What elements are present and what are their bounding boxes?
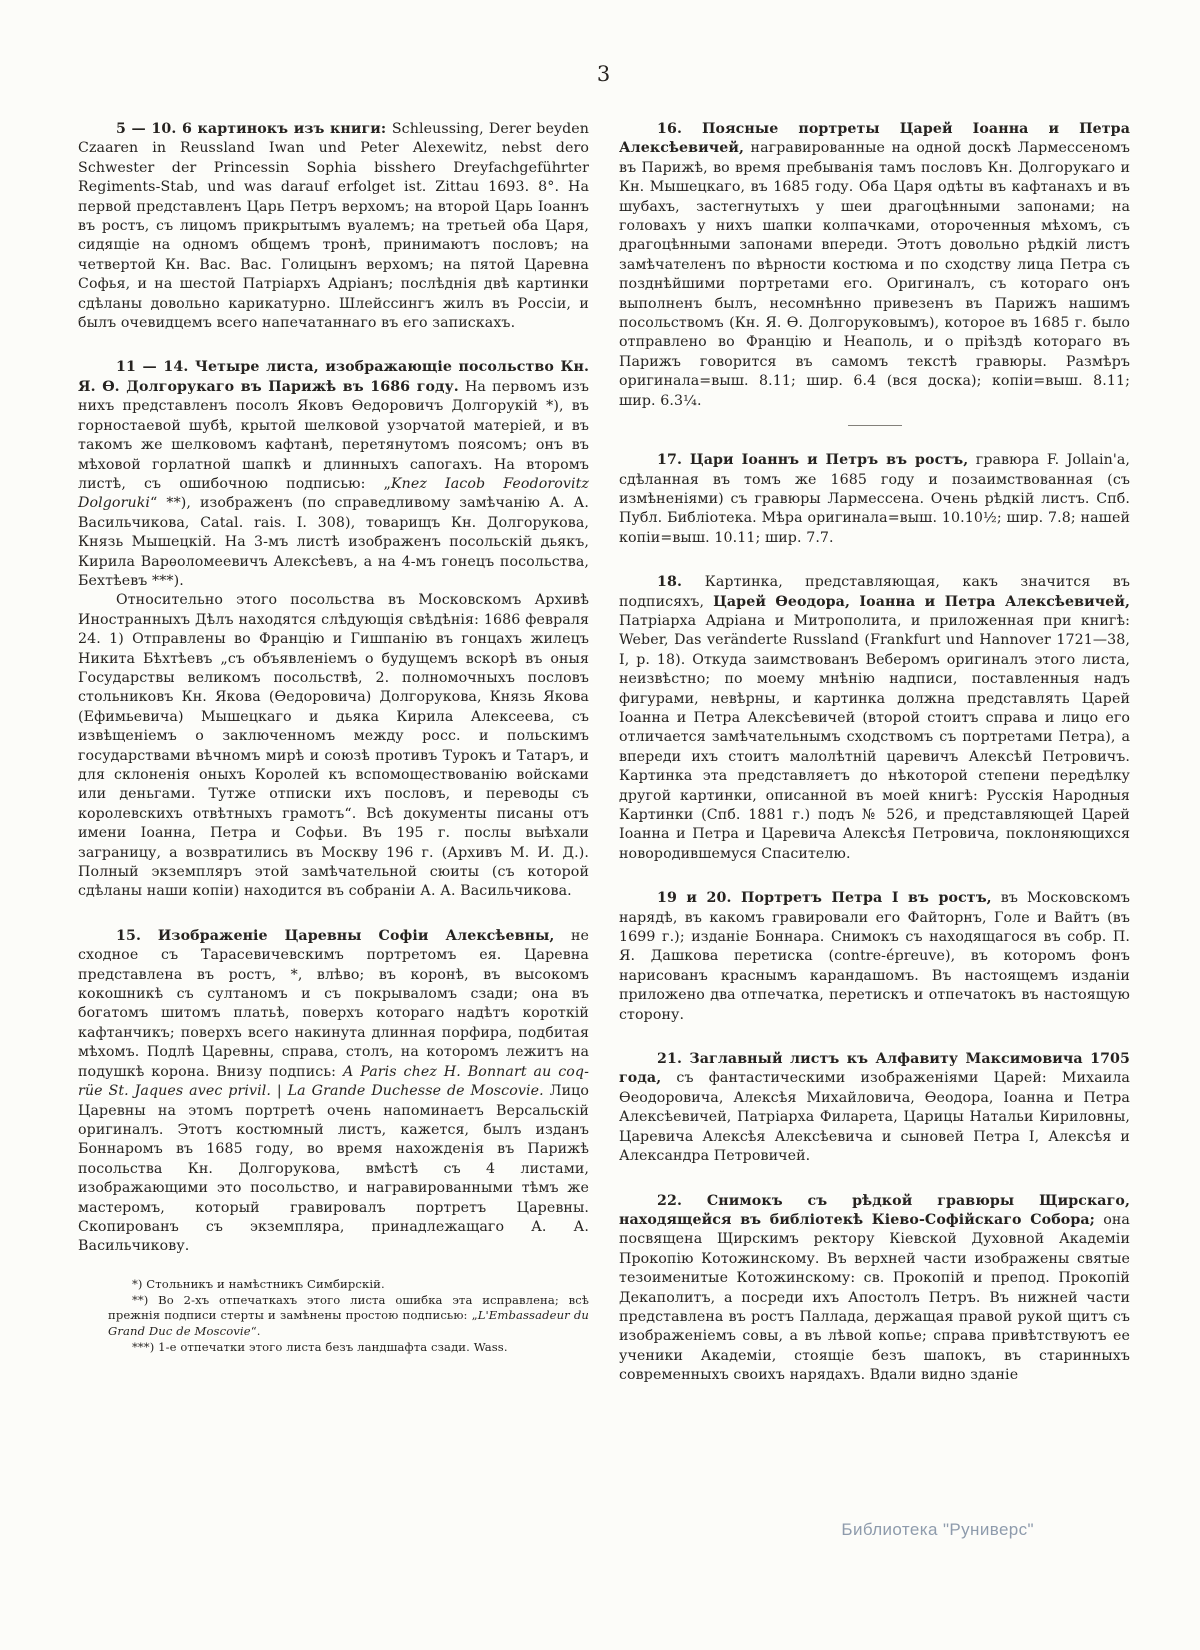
entry-paragraph xyxy=(78,591,589,902)
entry-heading-text: 17. Цари Іоаннъ и Петръ въ ростъ, xyxy=(657,452,969,469)
entry-heading-text: 18. xyxy=(657,574,705,591)
entry-body-text: Лицо Царевны на этомъ портретѣ очень напоминаетъ Версальскій оригиналъ. Этотъ костюмный листъ, кажется, былъ изданъ Боннаромъ въ 1685 году, во время нахожденія въ Парижѣ посольства Кн. Долгорукова, вмѣстѣ съ 4 листами, изображающими это посольство, и награвированными тѣмъ же мастеромъ, который гравировалъ портретъ Царевны. Скопированъ съ экземпляра, принадлежащаго А. А. Васильчикову. xyxy=(78,1083,589,1255)
entry-paragraph xyxy=(619,451,1130,548)
entry-paragraph xyxy=(619,889,1130,1025)
entry-paragraph xyxy=(78,358,589,591)
footnotes-block xyxy=(78,1277,589,1356)
entry-body-text: Относительно этого посольства въ Московскомъ Архивѣ Иностранныхъ Дѣлъ находятся слѣдующія свѣдѣнія: 1686 февраля 24. 1) Отправлены во Францію и Гишпанію въ гонцахъ жилецъ Никита Бѣхтѣевъ „съ объявленіемъ о будущемъ вскорѣ въ оныя Государствы великомъ посольствѣ, 2. полномочныхъ пословъ стольниковъ Кн. Якова (Ѳедоровича) Долгорукова, Князь Якова (Ефимьевича) Мышецкаго и дьяка Кирила Алексеева, съ извѣщеніемъ о заключенномъ между росс. и польскимъ государствами вѣчномъ мирѣ и союзѣ противъ Турокъ и Татаръ, и для склоненія оныхъ Королей къ вспомоществованію войсками или деньгами. Тутже отписки ихъ пословъ, и переводы съ королевскихъ отвѣтныхъ грамотъ“. Всѣ документы писаны отъ имени Іоанна, Петра и Софьи. Въ 195 г. послы выѣхали заграницу, а возвратились въ Москву 196 г. (Архивъ М. И. Д.). Полный экземпляръ этой замѣчательной сюиты (съ которой сдѣланы наши копіи) находится въ собраніи А. А. Васильчикова. xyxy=(78,592,589,900)
entry-heading-text: 19 и 20. Портретъ Петра I въ ростъ, xyxy=(657,890,992,907)
entry-paragraph xyxy=(78,120,589,333)
entry-body-text: съ фантастическими изображеніями Царей: Михаила Ѳеодоровича, Алексѣя Михайловича, Ѳеодора, Іоанна и Петра Алексѣевичей, Патріарха Филарета, Царицы Натальи Кириловны, Царевича Алексѣя Алексѣевича и сыновей Петра I, Алексѣя и Александра Петровичей. xyxy=(619,1070,1130,1165)
entry-body-text: награвированные на одной доскѣ Лармессеномъ въ Парижѣ, во время пребыванія тамъ пословъ Кн. Долгорукаго и Кн. Мышецкаго, въ 1685 году. Оба Царя одѣты въ кафтанахъ и въ шубахъ, застегнутыхъ у шеи драгоцѣнными запонами; на головахъ у нихъ шапки колпачками, отороченныя мѣхомъ, съ драгоцѣнными запонами впереди. Этотъ довольно рѣдкій листъ замѣчателенъ по вѣрности костюма и по сходству лица Петра съ позднѣйшими портретами его. Оригиналъ, съ котораго онъ выполненъ былъ, несомнѣнно привезенъ въ Парижъ нашимъ посольствомъ (Кн. Я. Ѳ. Долгоруковымъ), которое въ 1685 г. было отправлено во Францію и Неаполь, и о пріѣздѣ котораго въ Парижъ говорится въ самомъ текстѣ гравюры. Размѣръ оригинала=выш. 8.11; шир. 6.4 (вся доска); копіи=выш. 8.11; шир. 6.3¼. xyxy=(619,140,1130,409)
footnote xyxy=(108,1340,589,1356)
entry-heading-text: 16. Поясные портреты Царей Іоанна и Петра Алексѣевичей, xyxy=(619,121,1130,157)
entry-body-text: Патріарха Адріана и Митрополита, и приложенная при книгѣ: Weber, Das veränderte Russland (Frankfurt und Hannover 1721—38, I, p. 18). Откуда заимствованъ Веберомъ оригиналъ этого листа, неизвѣстно; по моему мнѣнію надписи, поставленныя надъ фигурами, невѣрны, и картинка должна представлять Царей Іоанна и Петра Алексѣевичей (второй стоитъ справа и лицо его отличается замѣчательнымъ сходствомъ съ портретами Петра), а впереди ихъ стоитъ малолѣтній царевичъ Алексѣй Петровичъ. Картинка эта представляетъ до нѣкоторой степени передѣлку другой картинки, описанной въ моей книгѣ: Русскія Народныя Картинки (Спб. 1881 г.) подъ № 526, и представляющей Царей Іоанна и Петра и Царевича Алексѣя Петровича, поклоняющихся новородившемуся Спасителю. xyxy=(619,612,1130,862)
entry-italic-text: L'Embassadeur du Grand Duc de Moscovie xyxy=(108,1308,589,1339)
entry-paragraph xyxy=(619,120,1130,411)
entry-paragraph xyxy=(619,1050,1130,1166)
entry-heading-text: 11 — 14. Четыре листа, изображающіе посольство Кн. Я. Ѳ. Долгорукаго въ Парижѣ въ 1686 году. xyxy=(78,359,589,395)
footnote xyxy=(108,1293,589,1340)
entry-italic-text: Knez Iacob Feodorovitz Dolgoruki xyxy=(78,475,589,512)
entry-body-text: На первомъ изъ нихъ представленъ посолъ Яковъ Ѳедоровичъ Долгорукій *), въ горностаевой шубѣ, крытой шелковой узорчатой матеріей, и въ такомъ же шелковомъ кафтанѣ, перетянутомъ поясомъ; онъ въ мѣховой горлатной шапкѣ и длинныхъ сапогахъ. На второмъ листѣ, съ ошибочною подписью: „ xyxy=(78,378,589,492)
entry-body-text: она посвящена Щирскимъ ректору Кіевской Духовной Академіи Прокопію Котожинскому. Въ верхней части изображены святые тезоименитые Котожинскому: св. Прокопій и препод. Прокопій Декаполитъ, а посреди ихъ Апостолъ Петръ. Въ нижней части представлена въ ростъ Паллада, держащая правой рукой щитъ съ изображеніемъ совы, а въ лѣвой копье; справа привѣтствуютъ ее ученики Академіи, стоящіе безъ шапокъ, въ старинныхъ современныхъ своихъ нарядахъ. Вдали видно зданіе xyxy=(619,1211,1130,1384)
runivers-watermark: Библиотека "Руниверс" xyxy=(841,1520,1034,1539)
footnote xyxy=(108,1277,589,1293)
entry-paragraph xyxy=(78,927,589,1257)
entry-heading-text: 21. Заглавный листъ къ Алфавиту Максимовича 1705 года, xyxy=(619,1051,1130,1087)
section-divider xyxy=(848,425,902,426)
entry-heading-text: Царей Ѳеодора, Іоанна и Петра Алексѣевичей, xyxy=(713,593,1130,610)
left-column xyxy=(78,120,589,1386)
entry-body-text: не сходное съ Тарасевичевскимъ портретомъ ея. Царевна представлена въ ростъ, *, влѣво; въ коронѣ, въ высокомъ кокошникѣ съ султаномъ и съ покрываломъ сзади; она въ богатомъ шитомъ платьѣ, поверхъ котораго надѣтъ короткій кафтанчикъ; поверхъ всего накинута длинная порфира, подбитая мѣхомъ. Подлѣ Царевны, справа, столъ, на которомъ лежитъ на подушкѣ корона. Внизу подпись: xyxy=(78,927,589,1080)
right-column xyxy=(619,120,1130,1386)
entry-paragraph xyxy=(619,1192,1130,1386)
entry-body-text: гравюра F. Jollain'а, сдѣланная въ томъ же 1685 году и позаимствованная (съ измѣненіями) съ гравюры Лармессена. Очень рѣдкій листъ. Спб. Публ. Библіотека. Мѣра оригинала=выш. 10.10½; шир. 7.8; нашей копіи=выш. 10.11; шир. 7.7. xyxy=(619,452,1131,546)
entry-paragraph xyxy=(619,573,1130,864)
entry-heading-text: 22. Снимокъ съ рѣдкой гравюры Щирскаго, находящейся въ библіотекѣ Кіево-Софійскаго Собора; xyxy=(619,1192,1130,1228)
entry-body-text: Картинка, представляющая, какъ значится въ подписяхъ, xyxy=(619,574,1131,610)
entry-heading-text: 5 — 10. 6 картинокъ изъ книги: xyxy=(116,121,392,137)
page-number: 3 xyxy=(596,62,612,86)
text-columns xyxy=(78,120,1130,1386)
entry-body-text: ***) 1-е отпечатки этого листа безъ ландшафта сзади. Wass. xyxy=(132,1339,508,1354)
entry-body-text: Schleussing, Derer beyden Czaaren in Reussland Iwan und Peter Alexewitz, nebst dero Schwester der Princessin Sophia bisshero Dreyfachgeführter Regiments-Stab, und was darauf erfolget ist. Zittau 1693. 8°. На первой представленъ Царь Петръ верхомъ; на второй Царь Іоаннъ въ ростъ, съ лицомъ прикрытымъ вуалемъ; на третьей оба Царя, сидящіе на одномъ общемъ тронѣ, принимаютъ пословъ; на четвертой Кн. Вас. Вас. Голицынъ верхомъ; на пятой Царевна Софья, и на шестой Патріархъ Адріанъ; послѣднія двѣ картинки сдѣланы довольно карикатурно. Шлейссингъ жилъ въ Россіи, и былъ очевидцемъ всего напечатаннаго въ его запискахъ. xyxy=(78,121,589,332)
entry-heading-text: 15. Изображеніе Царевны Софіи Алексѣевны, xyxy=(116,927,555,944)
entry-italic-text: A Paris chez H. Bonnart au coq-rüe St. Jaques avec privil. | La Grande Duchesse de Moscovie. xyxy=(78,1063,590,1100)
entry-body-text: *) Стольникъ и намѣстникъ Симбирскій. xyxy=(132,1276,385,1291)
entry-body-text: въ Московскомъ нарядѣ, въ какомъ гравировали его Файторнъ, Голе и Вайтъ (въ 1699 г.); изданіе Боннара. Снимокъ съ находящагося въ собр. П. Я. Дашкова перетиска (contre-épreuve), въ которомъ фонъ нарисованъ краснымъ карандашомъ. Въ настоящемъ изданіи приложено два отпечатка, перетискъ и отпечатокъ въ настоящую сторону. xyxy=(619,890,1130,1023)
entry-body-text: “ **), изображенъ (по справедливому замѣчанію А. А. Васильчикова, Catal. rais. I. 308), товарищъ Кн. Долгорукова, Князь Мышецкій. На 3-мъ листѣ изображенъ посольскій дьякъ, Кирила Варѳоломеевичъ Алексѣевъ, а на 4-мъ гонецъ посольства, Бехтѣевъ ***). xyxy=(78,495,589,589)
entry-body-text: **) Во 2-хъ отпечаткахъ этого листа ошибка эта исправлена; всѣ прежнія подписи стерты и замѣнены простою подписью: „ xyxy=(108,1292,589,1323)
entry-body-text: “. xyxy=(250,1324,261,1339)
